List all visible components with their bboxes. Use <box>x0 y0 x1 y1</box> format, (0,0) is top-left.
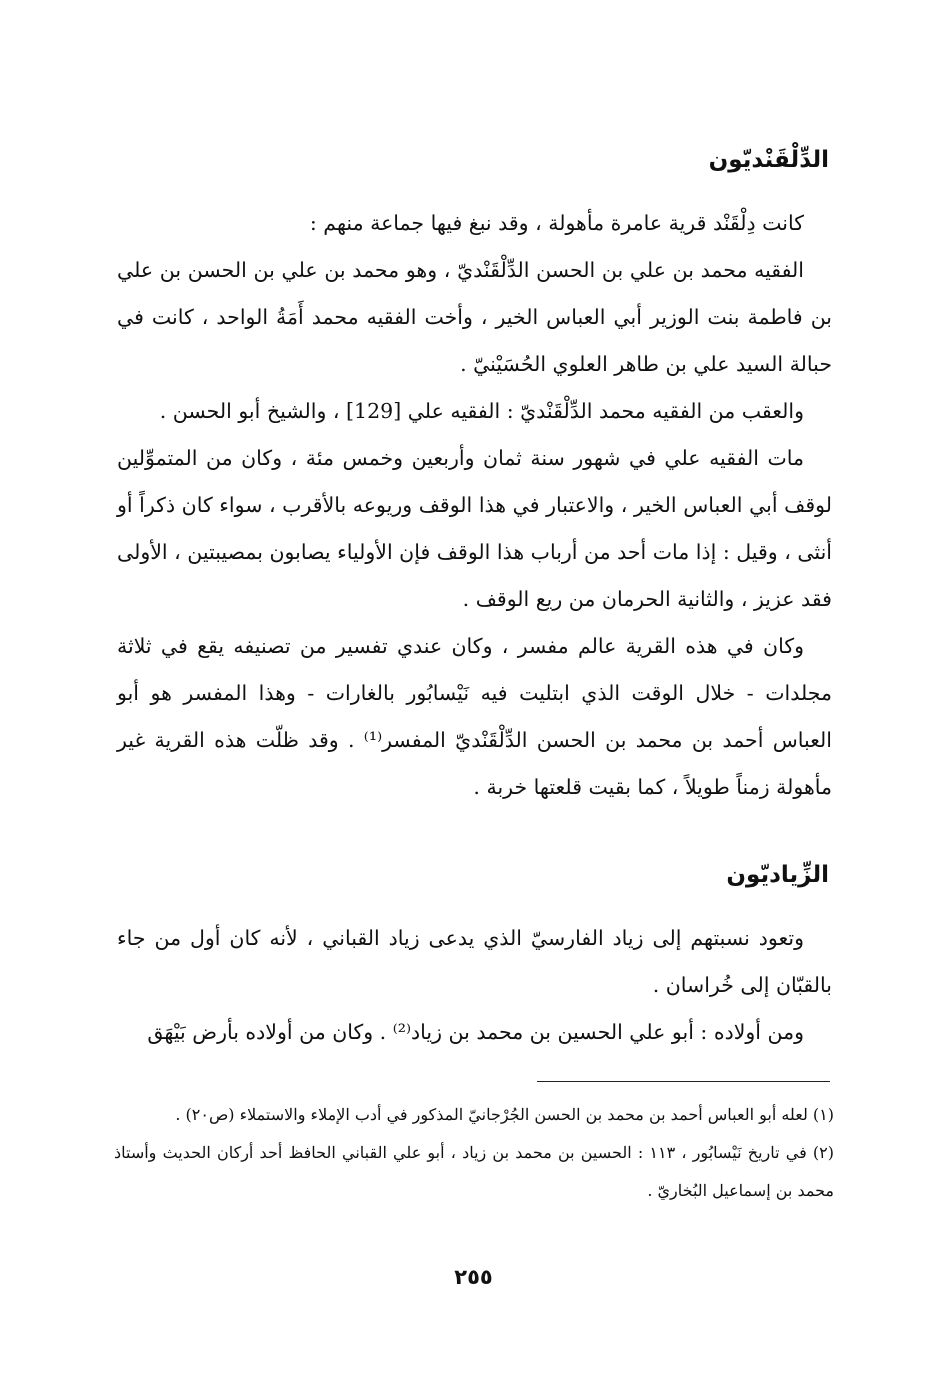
footnote: (٢) في تاريخ نَيْسابُور ، ١١٣ : الحسين بن محمد بن زياد ، أبو علي القباني الحافظ أحد أركان الحديث وأستاذ محمد بن إسماعيل البُخاريّ . <box>114 1143 835 1200</box>
paragraph: ومن أولاده : أبو علي الحسين بن محمد بن زياد⁽²⁾ . وكان من أولاده بأرض بَيْهَق <box>147 1020 804 1044</box>
paragraph: وكان في هذه القرية عالم مفسر ، وكان عندي تفسير من تصنيفه يقع في ثلاثة مجلدات - خلال الوقت الذي ابتليت فيه نَيْسابُور بالغارات - وهذا المفسر هو أبو العباس أحمد بن محمد بن الحسن الدِّلْقَنْديّ المفسر⁽¹⁾ . وقد ظلّت هذه القرية غير مأهولة زمناً طويلاً ، كما بقيت قلعتها خربة . <box>117 634 832 799</box>
footnote-divider <box>537 1081 830 1082</box>
paragraph: الفقيه محمد بن علي بن الحسن الدِّلْقَنْديّ ، وهو محمد بن علي بن الحسن بن علي بن فاطمة بنت الوزير أبي العباس الخير ، وأخت الفقيه محمد أَمَةُ الواحد ، كانت في حبالة السيد علي بن طاهر العلوي الحُسَيْنيّ . <box>117 258 832 376</box>
page-number: ٢٥٥ <box>454 1265 493 1289</box>
paragraph: وتعود نسبتهم إلى زياد الفارسيّ الذي يدعى زياد القباني ، لأنه كان أول من جاء بالقبّان إلى خُراسان . <box>117 926 832 997</box>
section-heading-dilqandiyun: الدِّلْقَنْديّون <box>708 147 829 173</box>
paragraph: مات الفقيه علي في شهور سنة ثمان وأربعين وخمس مئة ، وكان من المتموِّلين لوقف أبي العباس الخير ، والاعتبار في هذا الوقف وريوعه بالأقرب ، سواء كان ذكراً أو أنثى ، وقيل : إذا مات أحد من أرباب هذا الوقف فإن الأولياء يصابون بمصيبتين ، الأولى فقد عزيز ، والثانية الحرمان من ريع الوقف . <box>117 446 832 611</box>
footnote: (١) لعله أبو العباس أحمد بن محمد بن الحسن الجُرْجانيّ المذكور في أدب الإملاء والاستملاء (ص٢٠) . <box>175 1105 834 1124</box>
footnotes <box>114 1096 834 1210</box>
paragraph: والعقب من الفقيه محمد الدِّلْقَنْديّ : الفقيه علي [129] ، والشيخ أبو الحسن . <box>159 399 804 423</box>
section-heading-ziyadiyun: الزِّياديّون <box>726 862 829 888</box>
section-body-ziyadiyun <box>117 915 832 1056</box>
section-body-dilqandiyun <box>117 200 832 811</box>
paragraph: كانت دِلْقَنْد قرية عامرة مأهولة ، وقد نبغ فيها جماعة منهم : <box>309 211 804 235</box>
